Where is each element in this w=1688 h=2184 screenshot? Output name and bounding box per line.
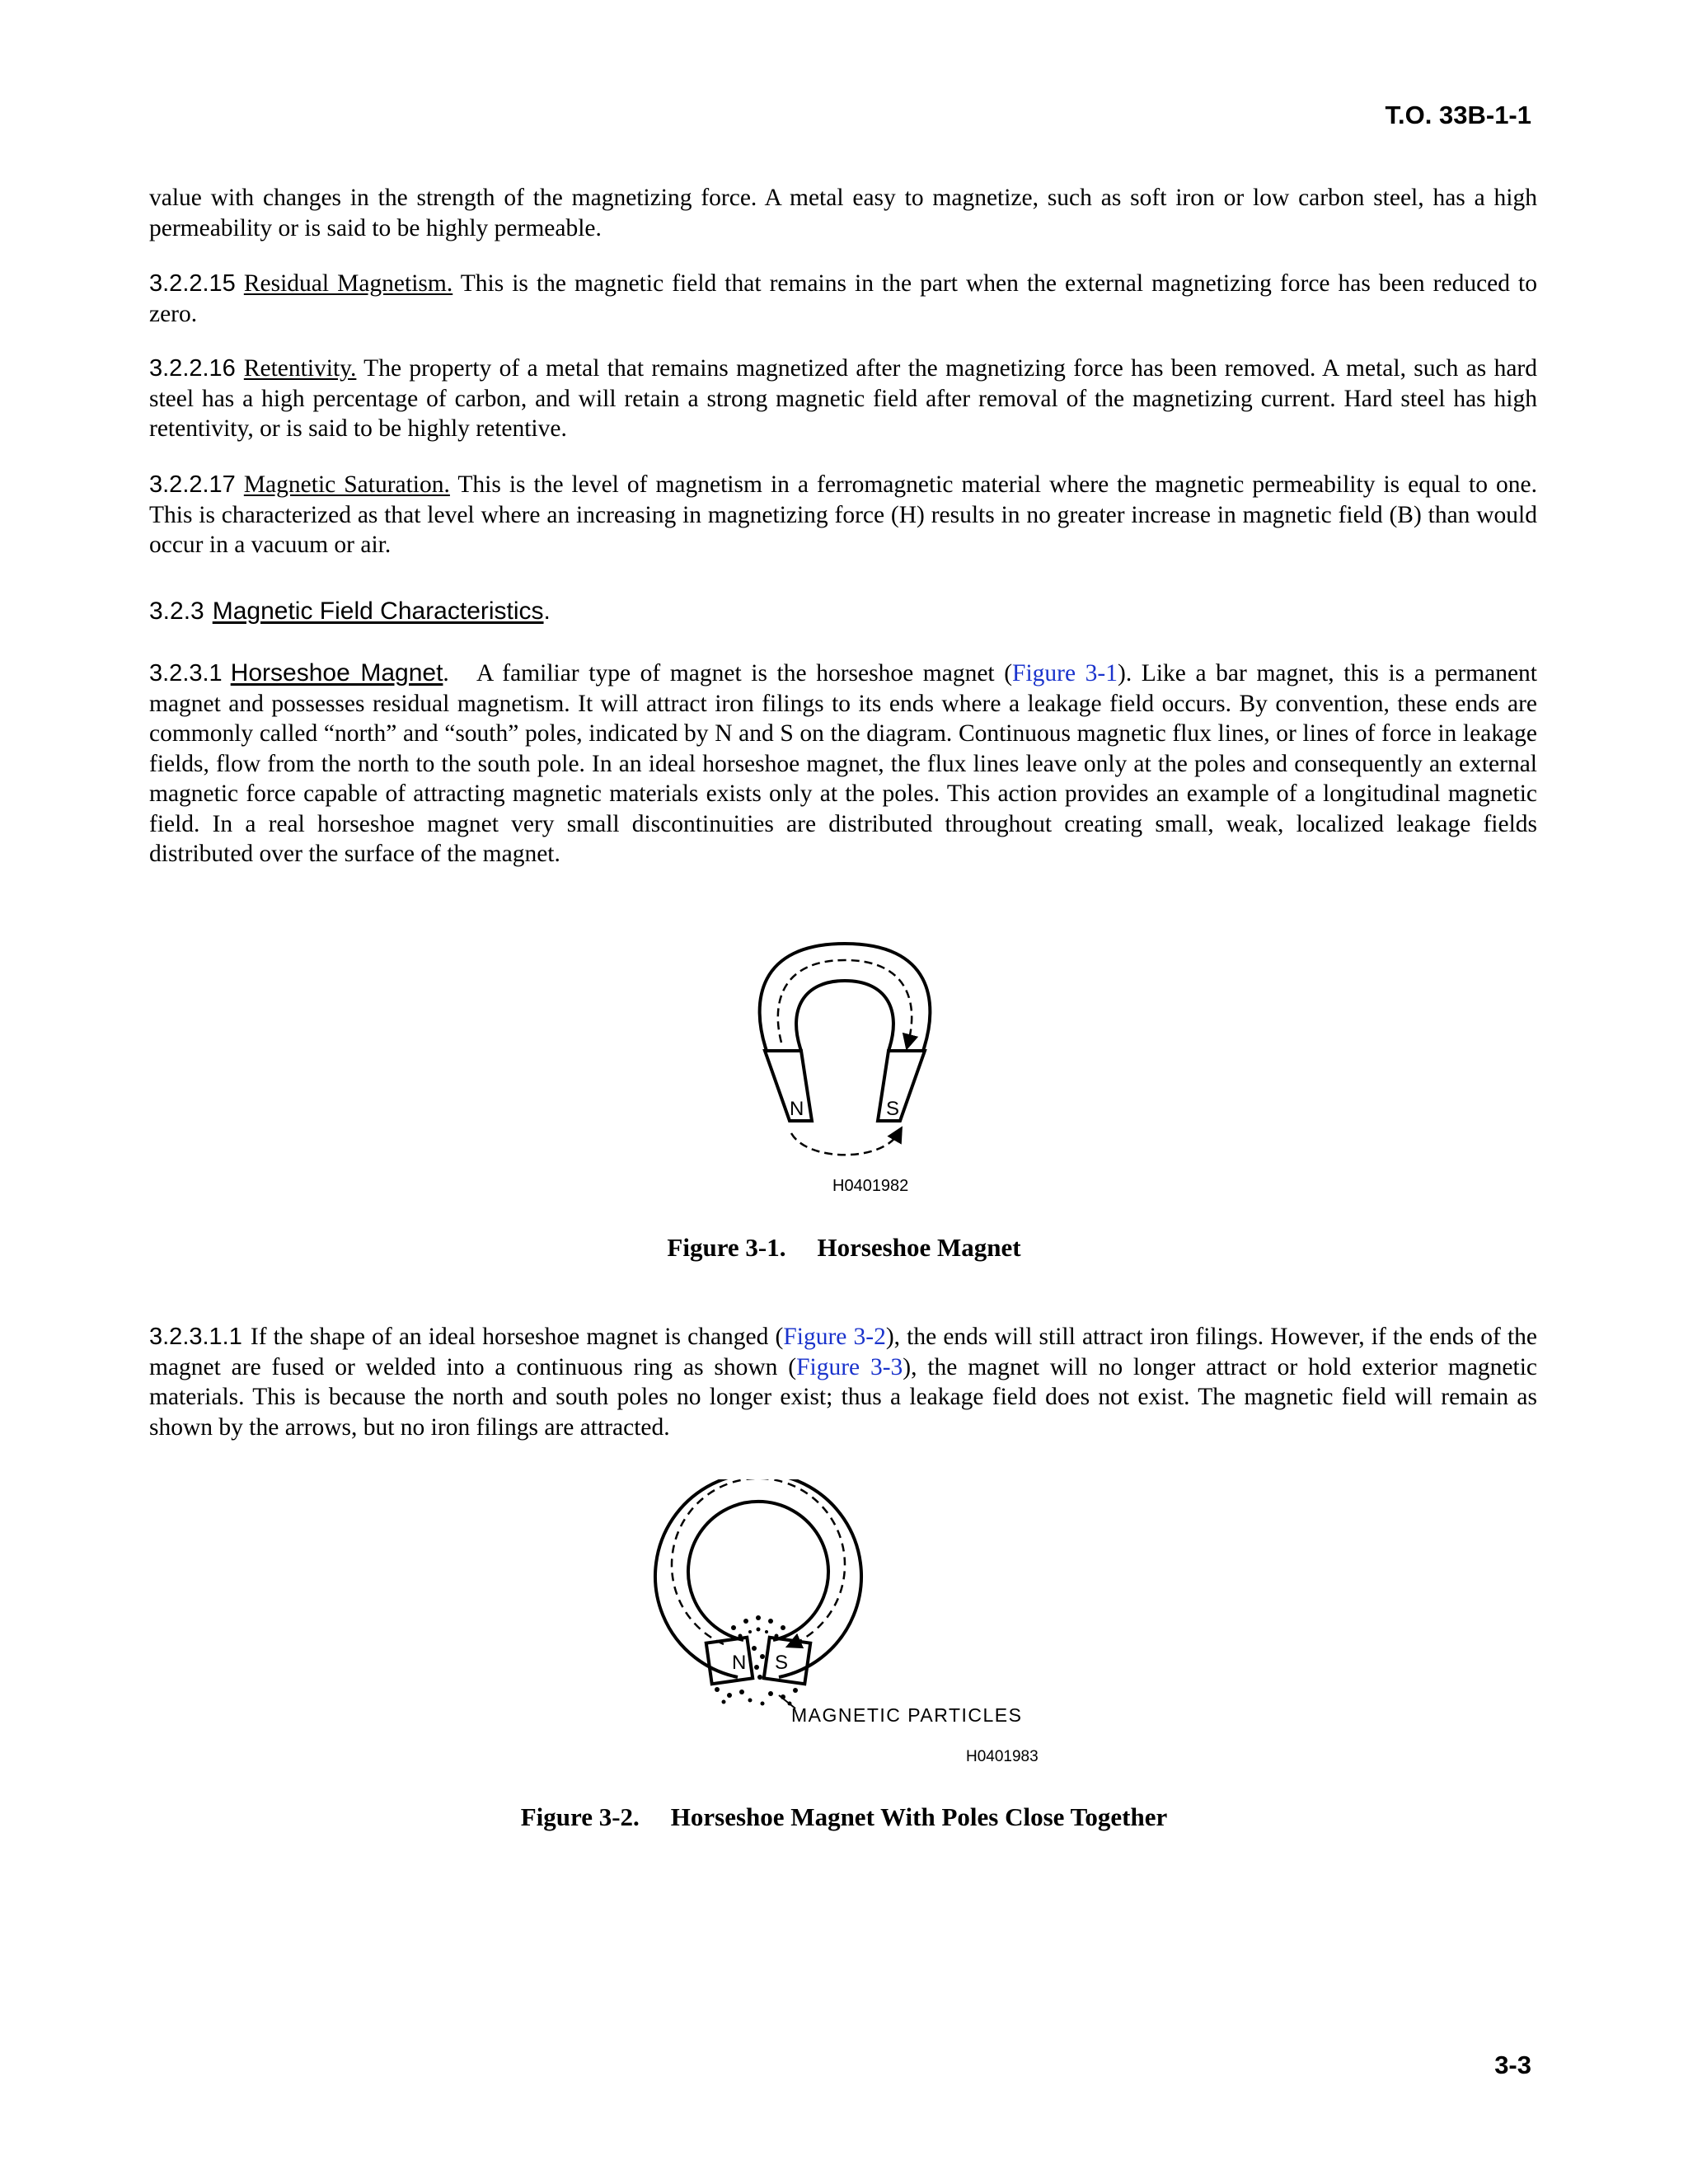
caption-title: Horseshoe Magnet With Poles Close Together <box>670 1802 1168 1831</box>
figure-3-2-caption <box>0 1802 1688 1832</box>
ring-outer-edge <box>655 1479 861 1677</box>
leakage-field-arrow <box>791 1133 898 1155</box>
paragraph-number: 3.2.2.16 <box>149 355 236 382</box>
paragraph-3-2-2-17 <box>149 470 1537 560</box>
section-title: Magnetic Field Characteristics <box>212 598 544 625</box>
figure-3-1-horseshoe-diagram <box>742 935 948 1199</box>
figure-3-3-link[interactable]: Figure 3-3 <box>796 1353 903 1380</box>
paragraph-text: This is the magnetic field that remains in the part when the external magnetizing force has been reduced to zero. <box>149 270 1537 327</box>
section-number: 3.2.3 <box>149 598 204 625</box>
paragraph-text-1: . A familiar type of magnet is the horseshoe magnet ( <box>443 660 1013 687</box>
magnet-inner-edge <box>796 981 893 1051</box>
term-retentivity: Retentivity. <box>243 355 357 382</box>
north-pole-block <box>765 1051 812 1121</box>
north-label: N <box>732 1652 747 1674</box>
intro-paragraph <box>149 183 1537 243</box>
figure-3-2-link[interactable]: Figure 3-2 <box>783 1324 886 1350</box>
paragraph-3-2-2-15 <box>149 269 1537 329</box>
paragraph-text-2: ), the ends will still attract iron filings. However, if the ends of the magnet are fused or welded into a continuous ring as shown ( <box>149 1324 1538 1380</box>
figure-3-2-ring-diagram <box>626 1479 1055 1776</box>
south-pole-block <box>878 1051 925 1121</box>
caption-number: Figure 3-2. <box>520 1802 640 1831</box>
term-residual-magnetism: Residual Magnetism. <box>243 270 453 297</box>
paragraph-text: The property of a metal that remains magnetized after the magnetizing force has been removed. A metal, such as hard steel has a high percentage of carbon, and will retain a strong magnetic field after removal of the magnetizing current. Hard steel has high retentivity, or is said to be highly retentive. <box>149 355 1537 442</box>
intro-text: value with changes in the strength of the magnetizing force. A metal easy to magnetize, such as soft iron or low carbon steel, has a high permeability or is said to be highly permeable. <box>149 185 1537 241</box>
paragraph-text-2: ). Like a bar magnet, this is a permanent magnet and possesses residual magnetism. It will attract iron filings to its ends where a leakage field occurs. By convention, these ends are commonly called “north” and “south” poles, indicated by N and S on the diagram. Continuous magnetic flux lines, or lines of force in leakage fields, flow from the north to the south pole. In an ideal horseshoe magnet, the flux lines leave only at the poles and consequently an external magnetic force capable of attracting magnetic materials exists only at the poles. This action provides an example of a longitudinal magnetic field. In a real horseshoe magnet very small discontinuities are distributed throughout creating small, weak, localized leakage fields distributed over the surface of the magnet. <box>149 660 1537 867</box>
page-number: 3-3 <box>1494 2050 1531 2079</box>
south-label: S <box>775 1652 789 1674</box>
figure-code: H0401982 <box>832 1177 909 1195</box>
paragraph-3-2-2-16 <box>149 354 1537 444</box>
term-magnetic-saturation: Magnetic Saturation. <box>243 471 450 498</box>
section-title-end: . <box>543 598 551 625</box>
figure-3-1-caption <box>0 1233 1688 1263</box>
figure-3-1-link[interactable]: Figure 3-1 <box>1012 660 1118 687</box>
paragraph-text: This is the level of magnetism in a ferromagnetic material where the magnetic permeability is equal to one. This is characterized as that level where an increasing in magnetizing force (H) results in no greater increase in magnetic field (B) than would occur in a vacuum or air. <box>149 471 1537 558</box>
document-header: T.O. 33B-1-1 <box>1385 101 1531 129</box>
figure-code: H0401983 <box>966 1748 1039 1765</box>
south-label: S <box>886 1098 900 1120</box>
paragraph-text-3: ), the magnet will no longer attract or hold exterior magnetic materials. This is because the north and south poles no longer exist; thus a leakage field does not exist. The magnetic field will remain as shown by the arrows, but no iron filings are attracted. <box>149 1353 1538 1441</box>
term-horseshoe-magnet: Horseshoe Magnet <box>230 659 443 687</box>
magnetic-particles-label: MAGNETIC PARTICLES <box>791 1704 1023 1726</box>
caption-title: Horseshoe Magnet <box>817 1233 1021 1262</box>
paragraph-text-1: If the shape of an ideal horseshoe magnet is changed ( <box>250 1324 784 1350</box>
section-heading-3-2-3 <box>149 598 551 626</box>
paragraph-3-2-3-1 <box>149 658 1537 869</box>
paragraph-number: 3.2.3.1.1 <box>149 1324 242 1350</box>
paragraph-number: 3.2.3.1 <box>149 660 223 687</box>
paragraph-3-2-3-1-1 <box>149 1322 1537 1442</box>
paragraph-number: 3.2.2.17 <box>149 471 236 498</box>
north-label: N <box>790 1098 804 1120</box>
caption-number: Figure 3-1. <box>667 1233 786 1262</box>
paragraph-number: 3.2.2.15 <box>149 270 236 297</box>
